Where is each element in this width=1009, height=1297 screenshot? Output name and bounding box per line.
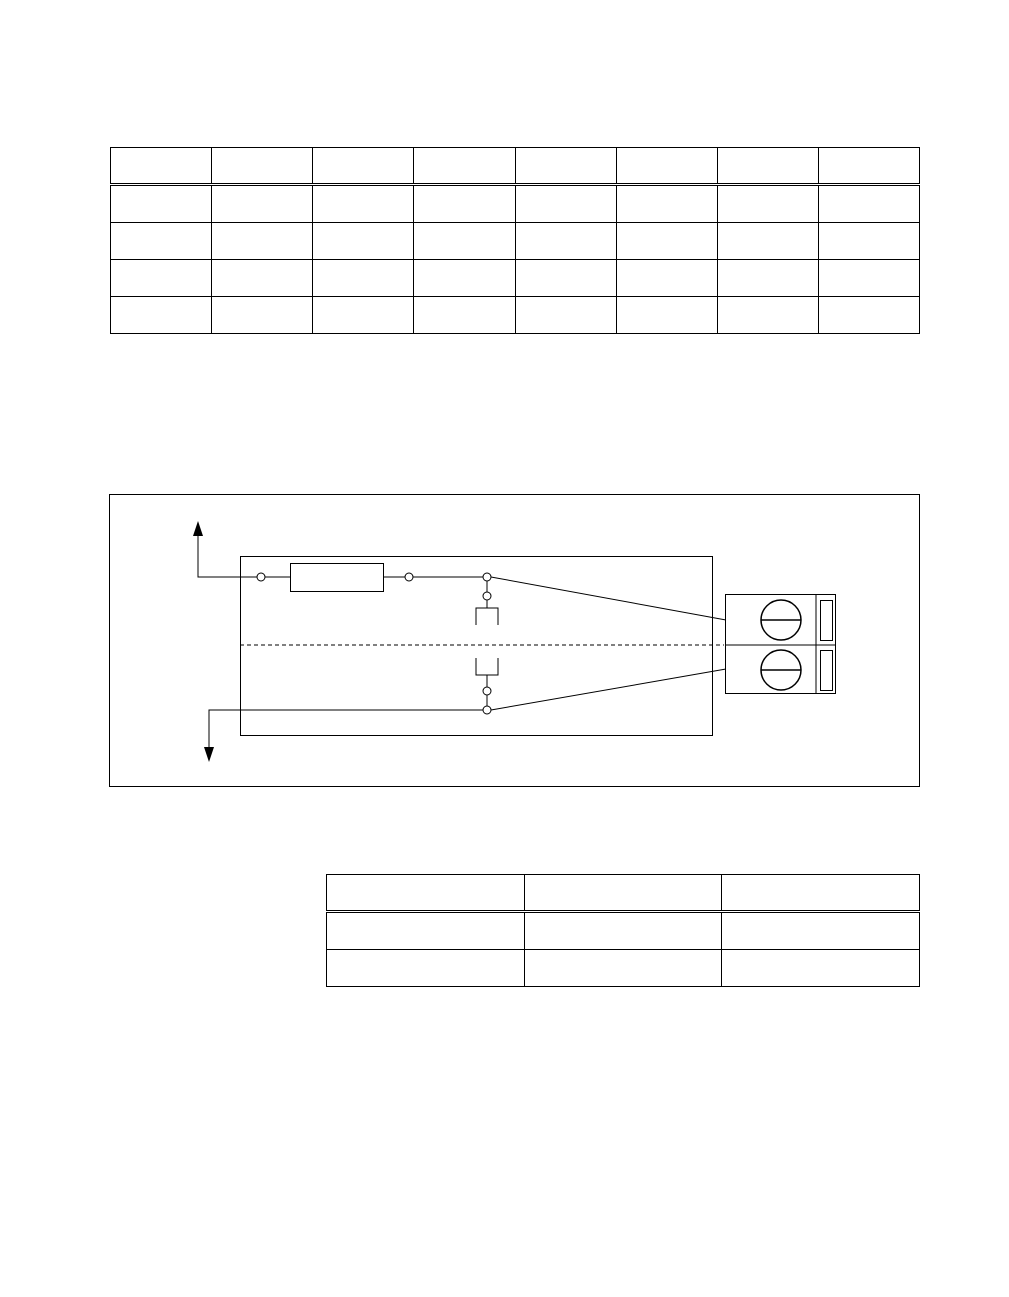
table-cell [717, 223, 818, 260]
table-cell [722, 950, 920, 987]
terminal-node [483, 687, 491, 695]
table-body [111, 148, 920, 334]
wire [491, 669, 726, 710]
table-cell [616, 185, 717, 223]
table-header-cell [717, 148, 818, 185]
table-cell [327, 950, 525, 987]
table-cell [414, 223, 515, 260]
table-header-row [111, 148, 920, 185]
specification-table-top [110, 147, 920, 334]
table-header-cell [818, 148, 919, 185]
table-cell [717, 260, 818, 297]
table-cell [515, 185, 616, 223]
table-header-cell [515, 148, 616, 185]
table-header-cell [313, 148, 414, 185]
terminal-node [257, 573, 265, 581]
table-header-cell [524, 875, 722, 912]
wire-clamp-icon [821, 601, 833, 641]
table-cell [111, 260, 212, 297]
table-cell [515, 297, 616, 334]
resistor-icon [291, 564, 384, 592]
table-cell [313, 223, 414, 260]
table-header-cell [111, 148, 212, 185]
table-cell [818, 223, 919, 260]
table-row [111, 297, 920, 334]
signal-wire-top [198, 534, 257, 577]
table-cell [717, 185, 818, 223]
table-cell [524, 912, 722, 950]
table-header-cell [722, 875, 920, 912]
table-body [327, 875, 920, 987]
table-row [111, 223, 920, 260]
wire-clamp-icon [821, 651, 833, 691]
table-cell [515, 223, 616, 260]
table-row [327, 912, 920, 950]
terminal-node [483, 573, 491, 581]
table-cell [111, 297, 212, 334]
signal-wire-bottom [209, 710, 483, 749]
table-cell [524, 950, 722, 987]
table-cell [212, 297, 313, 334]
table-cell [414, 260, 515, 297]
table-row [327, 950, 920, 987]
table-cell [313, 185, 414, 223]
capacitor-lower-icon [476, 658, 498, 675]
arrow-up-icon [193, 521, 203, 536]
table-row [111, 185, 920, 223]
table-header-cell [616, 148, 717, 185]
table-cell [327, 912, 525, 950]
wire [491, 577, 726, 620]
table-cell [414, 297, 515, 334]
table-cell [313, 260, 414, 297]
table-cell [414, 185, 515, 223]
screw-terminal-block [725, 594, 836, 694]
specification-table-bottom [326, 874, 920, 987]
table-cell [515, 260, 616, 297]
wiring-diagram [109, 494, 920, 788]
table-cell [722, 912, 920, 950]
table-header-cell [327, 875, 525, 912]
table-cell [111, 223, 212, 260]
table-cell [212, 260, 313, 297]
capacitor-upper-icon [476, 608, 498, 625]
table-header-row [327, 875, 920, 912]
table-header-cell [414, 148, 515, 185]
table-cell [616, 260, 717, 297]
table-cell [717, 297, 818, 334]
table-cell [616, 297, 717, 334]
table-cell [818, 185, 919, 223]
table-cell [313, 297, 414, 334]
table-cell [818, 260, 919, 297]
arrow-down-icon [204, 747, 214, 762]
table-header-cell [212, 148, 313, 185]
terminal-node [405, 573, 413, 581]
terminal-node [483, 706, 491, 714]
terminal-node [483, 592, 491, 600]
table-cell [616, 223, 717, 260]
table-row [111, 260, 920, 297]
table-cell [111, 185, 212, 223]
table-cell [212, 185, 313, 223]
table-cell [212, 223, 313, 260]
table-cell [818, 297, 919, 334]
